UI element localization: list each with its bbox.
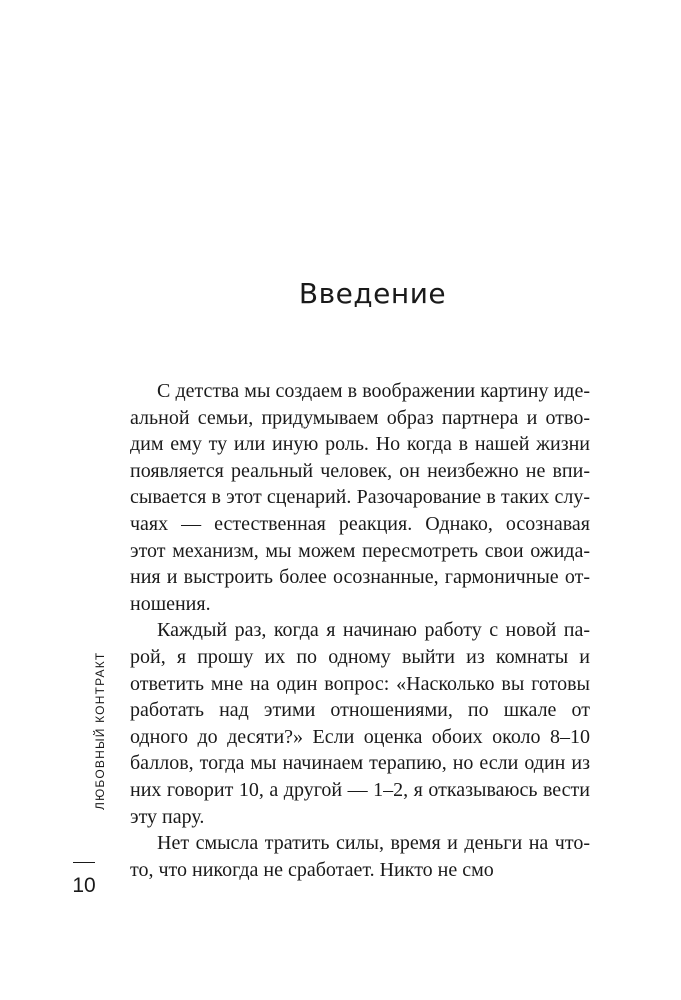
- chapter-title: Введение: [298, 276, 447, 310]
- paragraph: С детства мы создаем в воображении картину идеальной семьи, придумываем образ партнера и отводим ему ту или иную роль. Но когда в нашей жизни появляется реальный человек, он неизбежно не вписывается в этот сценарий. Разочарование в таких случаях — естественная реакция. Однако, осознавая этот механизм, мы можем пересмотреть свои ожидания и выстроить более осознанные, гармоничные отношения.: [130, 380, 590, 615]
- paragraph: Нет смысла тратить силы, время и деньги на что-то, что никогда не сработает. Никто не смо: [130, 832, 590, 881]
- body-text: [130, 378, 590, 883]
- folio-divider: [73, 862, 95, 863]
- page-number: 10: [72, 874, 96, 897]
- running-head: ЛЮБОВНЫЙ КОНТРАКТ: [93, 651, 107, 810]
- paragraph: Каждый раз, когда я начинаю работу с новой парой, я прошу их по одному выйти из комнаты и ответить мне на один вопрос: «Насколько вы готовы работать над этими отношениями, по шкале от одного до десяти?» Если оценка обоих около 8–10 баллов, тогда мы начинаем терапию, но если один из них говорит 10, а другой — 1–2, я отказываюсь вести эту пару.: [130, 619, 590, 828]
